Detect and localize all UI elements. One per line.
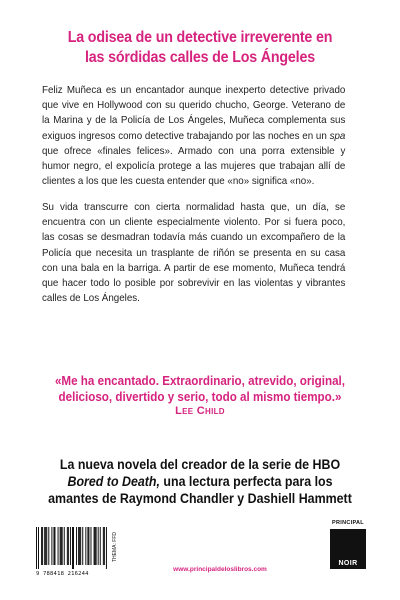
barcode-icon <box>36 527 108 569</box>
synopsis-p1-text-a: Feliz Muñeca es un encantador aunque inexperto detective privado que vive en Hollywood con su querido chucho, George. Veterano de la Marina y de la Policía de Los Ángeles, Muñeca complementa sus exiguos ingresos como detective trabajando por las noches en un <box>42 85 346 142</box>
imprint-box <box>330 529 366 569</box>
promo-part-1: La nueva novela del creador de la serie de HBO <box>59 457 341 472</box>
promo-part-2: una lectura perfecta para los amantes de Raymond Chandler y Dashiell Hammett <box>48 474 352 506</box>
headline-line-2: las sórdidas calles de Los Ángeles <box>85 49 315 66</box>
imprint-name: NOIR <box>338 560 358 567</box>
publisher-name: PRINCIPAL <box>332 520 364 526</box>
synopsis-p1-spa: spa <box>329 130 346 142</box>
blurb-author: Lee Child <box>175 405 225 417</box>
thema-code: THEMA: FFD <box>112 532 118 562</box>
synopsis-paragraph-2: Su vida transcurre con cierta normalidad hasta que, un día, se encuentra con un cliente especialmente violento. Por si fuera poco, las cosas se desmadran todavía más cuando un excompañero de la Policía que necesita un trasplante de riñón se presenta en su casa con una bala en la barriga. A partir de ese momento, Muñeca tendrá que hacer todo lo posible por sobrevivir en las violentas y vibrantes calles de Los Ángeles. <box>42 202 346 305</box>
promo-text <box>44 456 357 507</box>
promo-series-title: Bored to Death, <box>67 474 160 489</box>
synopsis-paragraph-1 <box>42 83 345 189</box>
headline-line-1: La odisea de un detective irreverente en <box>67 29 333 46</box>
publisher-logo <box>330 520 366 572</box>
isbn-number: 9 788418 216244 <box>36 571 89 577</box>
headline <box>53 28 347 68</box>
publisher-url[interactable]: www.principaldeloslibros.com <box>173 566 267 573</box>
blurb-quote: «Me ha encantado. Extraordinario, atrevido, original, delicioso, divertido y serio, todo al mismo tiempo.» <box>54 374 346 404</box>
synopsis-p1-text-b: que ofrece «finales felices». Armado con una porra extensible y humor negro, el expolicía protege a las mujeres que trabajan allí de clientes a los que les cuesta entender que «no» significa «no». <box>42 145 346 188</box>
